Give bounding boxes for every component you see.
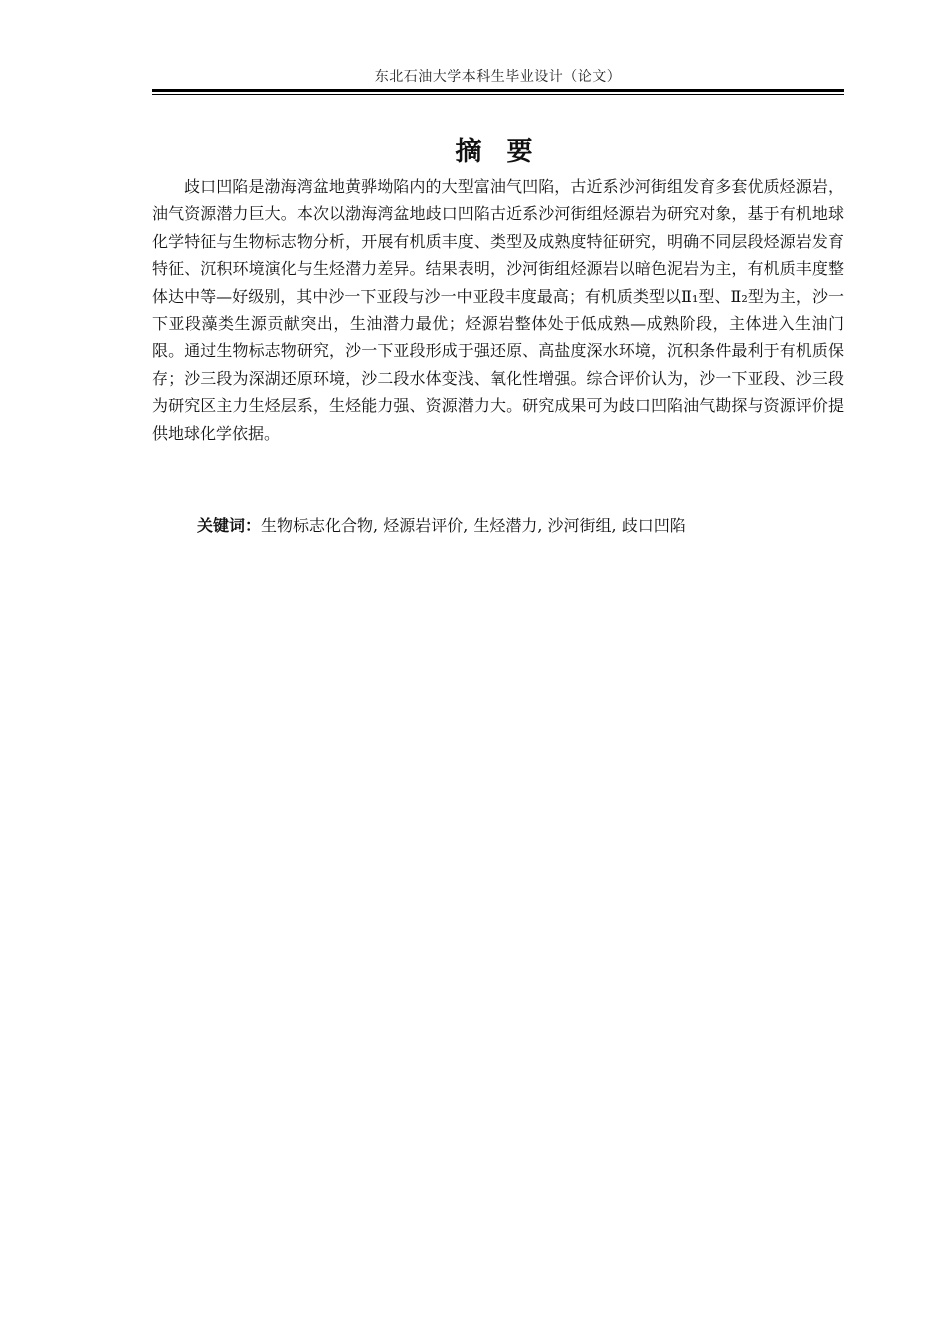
running-header: 东北石油大学本科生毕业设计（论文）	[374, 69, 622, 85]
abstract-body: 歧口凹陷是渤海湾盆地黄骅坳陷内的大型富油气凹陷，古近系沙河街组发育多套优质烃源岩，油气资源潜力巨大。本次以渤海湾盆地歧口凹陷古近系沙河街组烃源岩为研究对象，基于有机地球化学特征与生物标志物分析，开展有机质丰度、类型及成熟度特征研究，明确不同层段烃源岩发育特征、沉积环境演化与生烃潜力差异。结果表明，沙河街组烃源岩以暗色泥岩为主，有机质丰度整体达中等—好级别，其中沙一下亚段与沙一中亚段丰度最高；有机质类型以Ⅱ₁型、Ⅱ₂型为主，沙一下亚段藻类生源贡献突出，生油潜力最优；烃源岩整体处于低成熟—成熟阶段，主体进入生油门限。通过生物标志物研究，沙一下亚段形成于强还原、高盐度深水环境，沉积条件最利于有机质保存；沙三段为深湖还原环境，沙二段水体变浅、氧化性增强。综合评价认为，沙一下亚段、沙三段为研究区主力生烃层系，生烃能力强、资源潜力大。研究成果可为歧口凹陷油气勘探与资源评价提供地球化学依据。	[152, 177, 844, 443]
keywords-label: 关键词：	[197, 516, 262, 535]
header-rule-thick	[152, 89, 844, 92]
abstract-title: 摘 要	[455, 137, 541, 167]
keywords-line	[197, 514, 844, 538]
header-rule-thin	[152, 94, 844, 95]
keywords-terms: 生物标志化合物, 烃源岩评价, 生烃潜力, 沙河街组, 歧口凹陷	[261, 516, 686, 535]
